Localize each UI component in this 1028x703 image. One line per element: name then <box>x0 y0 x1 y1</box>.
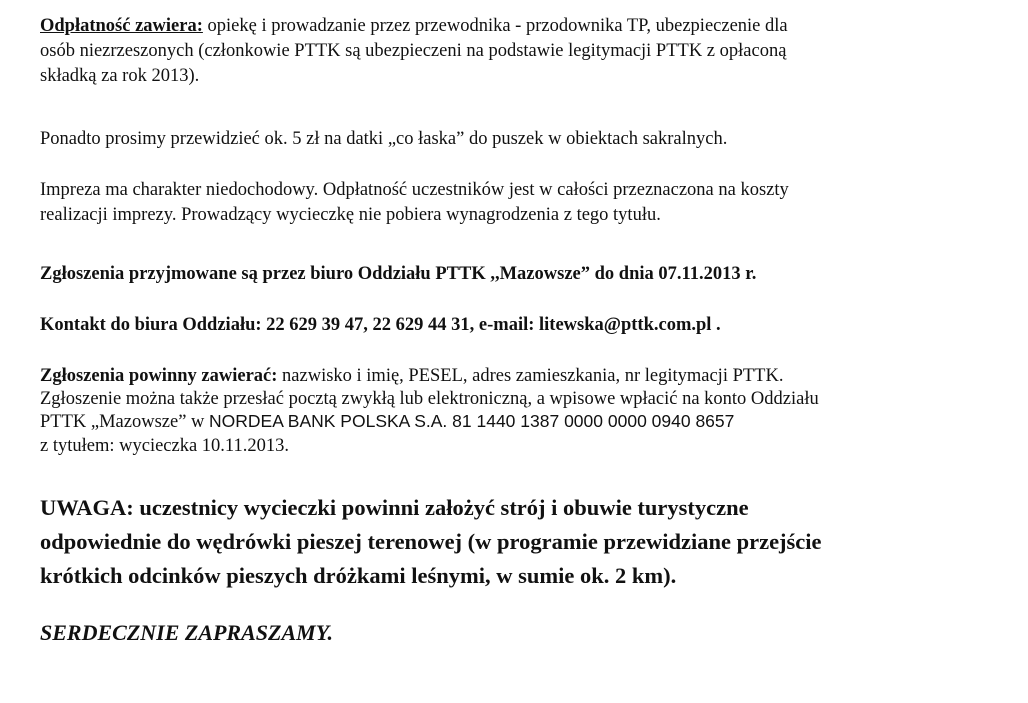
nonprofit-section <box>40 178 990 228</box>
requirements-text: nazwisko i imię, PESEL, adres zamieszkania, nr legitymacji PTTK. <box>277 366 784 386</box>
nonprofit-line-2: realizacji imprezy. Prowadzący wycieczkę nie pobiera wynagrodzenia z tego tytułu. <box>40 205 661 225</box>
donations-section <box>40 127 990 152</box>
registration-deadline: Zgłoszenia przyjmowane są przez biuro Oddziału PTTK ,,Mazowsze” do dnia 07.11.2013 r. <box>40 264 757 284</box>
requirements-section <box>40 364 990 458</box>
requirements-line-3 <box>40 410 990 434</box>
requirements-line-3-prefix: PTTK „Mazowsze” w <box>40 412 210 432</box>
closing-text: SERDECZNIE ZAPRASZAMY. <box>40 620 333 645</box>
requirements-line-4: z tytułem: wycieczka 10.11.2013. <box>40 436 289 456</box>
payment-label: Odpłatność zawiera: <box>40 16 203 36</box>
contact-section <box>40 313 990 338</box>
donations-text: Ponadto prosimy przewidzieć ok. 5 zł na datki „co łaska” do puszek w obiektach sakralnych. <box>40 129 728 149</box>
deadline-section <box>40 262 990 287</box>
requirements-line-2: Zgłoszenie można także przesłać pocztą zwykłą lub elektroniczną, a wpisowe wpłacić na konto Oddziału <box>40 389 819 409</box>
warning-line-2: odpowiednie do wędrówki pieszej terenowej (w programie przewidziane przejście <box>40 529 822 554</box>
payment-section <box>40 14 990 89</box>
payment-line-1 <box>40 14 990 39</box>
payment-line-2: osób niezrzeszonych (członkowie PTTK są ubezpieczeni na podstawie legitymacji PTTK z opłaconą <box>40 41 787 61</box>
payment-line-3: składką za rok 2013). <box>40 66 200 86</box>
warning-section <box>40 491 990 593</box>
warning-line-3: krótkich odcinków pieszych dróżkami leśnymi, w sumie ok. 2 km). <box>40 563 677 588</box>
nonprofit-line-1: Impreza ma charakter niedochodowy. Odpłatność uczestników jest w całości przeznaczona na koszty <box>40 180 789 200</box>
contact-info: Kontakt do biura Oddziału: 22 629 39 47, 22 629 44 31, e-mail: litewska@pttk.com.pl . <box>40 315 721 335</box>
requirements-line-1 <box>40 364 990 389</box>
warning-line-1: UWAGA: uczestnicy wycieczki powinni założyć strój i obuwie turystyczne <box>40 495 749 520</box>
requirements-label: Zgłoszenia powinny zawierać: <box>40 366 278 386</box>
bank-account: NORDEA BANK POLSKA S.A. 81 1440 1387 0000 0000 0940 8657 <box>209 411 735 431</box>
closing-section <box>40 620 990 646</box>
payment-text-1: opiekę i prowadzanie przez przewodnika - przodownika TP, ubezpieczenie dla <box>202 16 788 36</box>
